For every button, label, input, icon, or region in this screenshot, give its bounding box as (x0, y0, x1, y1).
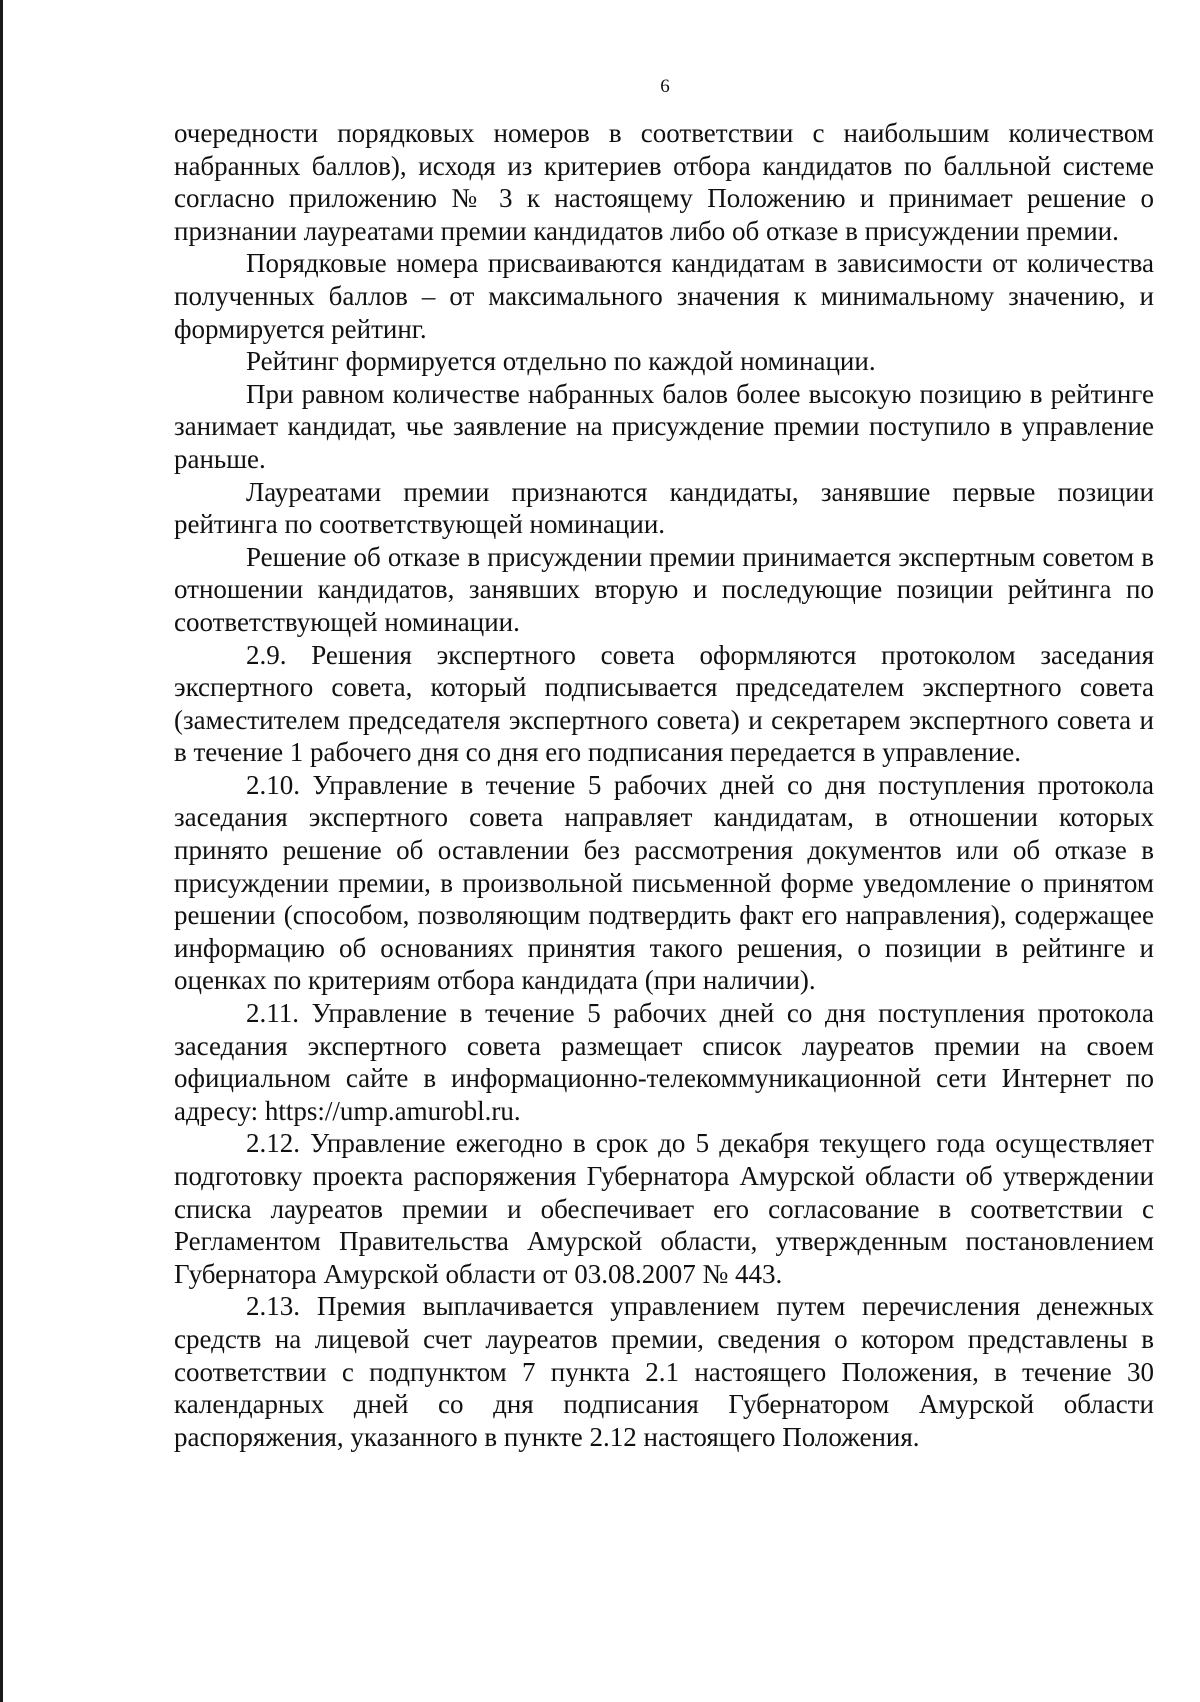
paragraph-equal-points: При равном количестве набранных балов более высокую позицию в рейтинге занимает кандидат, чье заявление на присуждение премии поступило в управление раньше. (174, 378, 1154, 474)
document-body (174, 117, 1154, 1453)
paragraph-rating-per-nomination: Рейтинг формируется отдельно по каждой номинации. (246, 346, 876, 377)
paragraph-laureates: Лауреатами премии признаются кандидаты, занявшие первые позиции рейтинга по соответствующей номинации. (174, 476, 1154, 540)
paragraph-ordinal-numbers: Порядковые номера присваиваются кандидатам в зависимости от количества полученных баллов – от максимального значения к минимальному значению, и формируется рейтинг. (174, 248, 1154, 344)
paragraph-2-12: 2.12. Управление ежегодно в срок до 5 декабря текущего года осуществляет подготовку проекта распоряжения Губернатора Амурской области об утверждении списка лауреатов премии и обеспечивает его согласование в соответствии с Регламентом Правительства Амурской области, утвержденным постановлением Губернатора Амурской области от 03.08.2007 № 443. (174, 1128, 1154, 1289)
paragraph-2-13: 2.13. Премия выплачивается управлением путем перечисления денежных средств на лицевой счет лауреатов премии, сведения о котором представлены в соответствии с подпунктом 7 пункта 2.1 настоящего Положения, в течение 30 календарных дней со дня подписания Губернатором Амурской области распоряжения, указанного в пункте 2.12 настоящего Положения. (174, 1291, 1154, 1452)
paragraph-2-9: 2.9. Решения экспертного совета оформляются протоколом заседания экспертного совета, который подписывается председателем экспертного совета (заместителем председателя экспертного совета) и секретарем экспертного совета и в течение 1 рабочего дня со дня его подписания передается в управление. (174, 639, 1154, 768)
paragraph-continuation: очередности порядковых номеров в соответствии с наибольшим количеством набранных баллов), исходя из критериев отбора кандидатов по балльной системе согласно приложению № 3 к настоящему Положению и принимает решение о признании лауреатами премии кандидатов либо об отказе в присуждении премии. (174, 118, 1154, 246)
paragraph-refusal: Решение об отказе в присуждении премии принимается экспертным советом в отношении кандидатов, занявших вторую и последующие позиции рейтинга по соответствующей номинации. (174, 541, 1154, 637)
scan-edge-line (0, 0, 3, 1702)
paragraph-2-10: 2.10. Управление в течение 5 рабочих дней со дня поступления протокола заседания экспертного совета направляет кандидатам, в отношении которых принято решение об оставлении без рассмотрения документов или об отказе в присуждении премии, в произвольной письменной форме уведомление о принятом решении (способом, позволяющим подтвердить факт его направления), содержащее информацию об основаниях принятия такого решения, о позиции в рейтинге и оценках по критериям отбора кандидата (при наличии). (174, 769, 1154, 996)
paragraph-2-11: 2.11. Управление в течение 5 рабочих дней со дня поступления протокола заседания экспертного совета размещает список лауреатов премии на своем официальном сайте в информационно-телекоммуникационной сети Интернет по адресу: https://ump.amurobl.ru. (174, 998, 1154, 1126)
page-number: 6 (660, 76, 670, 97)
